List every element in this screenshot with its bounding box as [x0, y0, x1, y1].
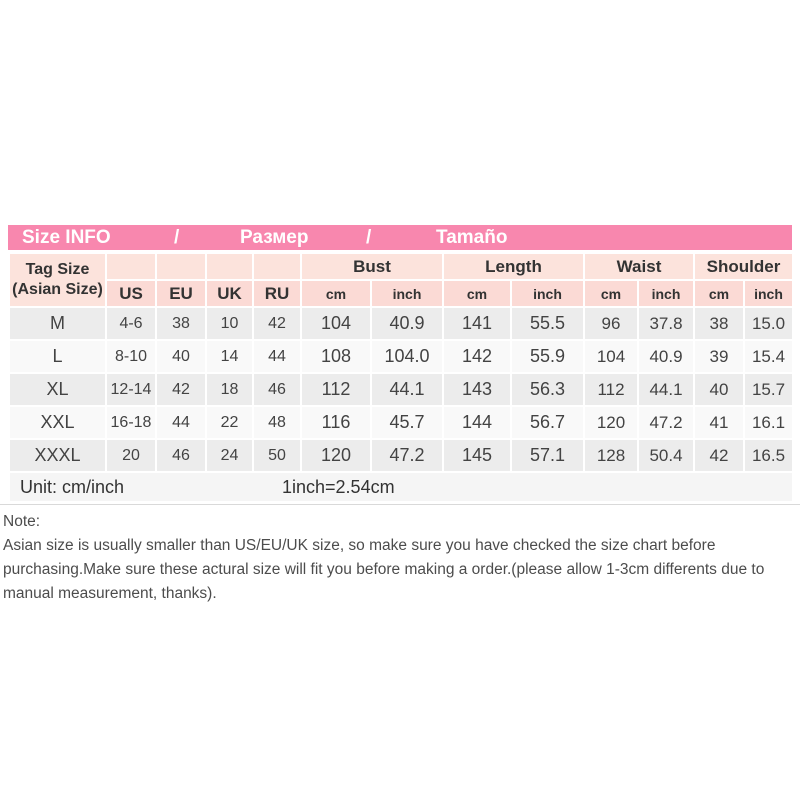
length-cm-header: cm	[443, 280, 511, 307]
uk-cell: 14	[206, 340, 253, 373]
banner-razmer-label: Размер	[240, 227, 309, 248]
conversion-label: 1inch=2.54cm	[282, 477, 395, 497]
tag-size-header-line1: Tag Size	[25, 261, 90, 278]
tag-size-cell: XXXL	[9, 439, 106, 472]
uk-cell: 10	[206, 307, 253, 340]
length-inch-cell: 56.7	[511, 406, 584, 439]
us-cell: 4-6	[106, 307, 156, 340]
waist-cm-cell: 96	[584, 307, 638, 340]
bust-inch-cell: 104.0	[371, 340, 443, 373]
bust-inch-cell: 40.9	[371, 307, 443, 340]
size-table	[8, 252, 794, 503]
shoulder-inch-cell: 16.1	[744, 406, 793, 439]
us-header: US	[106, 280, 156, 307]
table-row-xxl	[9, 406, 793, 439]
length-inch-cell: 56.3	[511, 373, 584, 406]
banner-slash-1: /	[174, 227, 180, 248]
length-cm-cell: 143	[443, 373, 511, 406]
sub-header-row	[9, 280, 793, 307]
uk-cell: 18	[206, 373, 253, 406]
waist-cm-cell: 112	[584, 373, 638, 406]
size-chart	[8, 225, 792, 503]
size-info-banner	[8, 225, 792, 250]
tag-size-header	[9, 253, 106, 307]
bust-cm-cell: 116	[301, 406, 371, 439]
waist-inch-cell: 50.4	[638, 439, 694, 472]
length-inch-header: inch	[511, 280, 584, 307]
tag-size-cell: M	[9, 307, 106, 340]
shoulder-cm-cell: 42	[694, 439, 744, 472]
length-cm-cell: 141	[443, 307, 511, 340]
bust-cm-header: cm	[301, 280, 371, 307]
ru-cell: 44	[253, 340, 301, 373]
bust-inch-cell: 45.7	[371, 406, 443, 439]
eu-cell: 44	[156, 406, 206, 439]
shoulder-inch-cell: 15.7	[744, 373, 793, 406]
eu-cell: 42	[156, 373, 206, 406]
length-cm-cell: 142	[443, 340, 511, 373]
ru-cell: 48	[253, 406, 301, 439]
eu-cell: 38	[156, 307, 206, 340]
bust-inch-cell: 47.2	[371, 439, 443, 472]
ru-header: RU	[253, 280, 301, 307]
unit-label: Unit: cm/inch	[20, 477, 125, 497]
shoulder-inch-cell: 15.4	[744, 340, 793, 373]
note-text: Asian size is usually smaller than US/EU/UK size, so make sure you have checked the size chart before purchasing.Make sure these actural size will fit you before making a order.(please allow 1-3cm differents due to manual measurement, thanks).	[3, 537, 765, 602]
group-header-row	[9, 253, 793, 280]
shoulder-inch-cell: 15.0	[744, 307, 793, 340]
uk-header: UK	[206, 280, 253, 307]
us-cell: 16-18	[106, 406, 156, 439]
eu-cell: 46	[156, 439, 206, 472]
shoulder-header: Shoulder	[694, 253, 793, 280]
table-row-xl	[9, 373, 793, 406]
unit-row-content	[10, 474, 792, 500]
banner-tamano-label: Tamaño	[436, 227, 508, 248]
shoulder-cm-cell: 41	[694, 406, 744, 439]
note-label: Note:	[3, 513, 41, 530]
waist-inch-cell: 40.9	[638, 340, 694, 373]
ru-cell: 46	[253, 373, 301, 406]
bust-cm-cell: 120	[301, 439, 371, 472]
ru-cell: 50	[253, 439, 301, 472]
waist-cm-header: cm	[584, 280, 638, 307]
empty-header-cell	[206, 253, 253, 280]
waist-cm-cell: 120	[584, 406, 638, 439]
waist-inch-cell: 37.8	[638, 307, 694, 340]
shoulder-cm-cell: 40	[694, 373, 744, 406]
table-row-m	[9, 307, 793, 340]
waist-cm-cell: 104	[584, 340, 638, 373]
waist-inch-cell: 44.1	[638, 373, 694, 406]
waist-header: Waist	[584, 253, 694, 280]
uk-cell: 22	[206, 406, 253, 439]
banner-size-info-label: Size INFO	[22, 227, 111, 248]
empty-header-cell	[253, 253, 301, 280]
length-inch-cell: 57.1	[511, 439, 584, 472]
bust-inch-header: inch	[371, 280, 443, 307]
banner-slash-2: /	[366, 227, 372, 248]
table-row-l	[9, 340, 793, 373]
bust-cm-cell: 112	[301, 373, 371, 406]
tag-size-cell: L	[9, 340, 106, 373]
us-cell: 8-10	[106, 340, 156, 373]
shoulder-inch-header: inch	[744, 280, 793, 307]
tag-size-header-line2: (Asian Size)	[12, 281, 103, 298]
bust-header: Bust	[301, 253, 443, 280]
waist-inch-header: inch	[638, 280, 694, 307]
us-cell: 20	[106, 439, 156, 472]
length-inch-cell: 55.9	[511, 340, 584, 373]
bust-cm-cell: 104	[301, 307, 371, 340]
bust-inch-cell: 44.1	[371, 373, 443, 406]
shoulder-cm-cell: 39	[694, 340, 744, 373]
waist-inch-cell: 47.2	[638, 406, 694, 439]
length-cm-cell: 144	[443, 406, 511, 439]
eu-header: EU	[156, 280, 206, 307]
uk-cell: 24	[206, 439, 253, 472]
shoulder-cm-cell: 38	[694, 307, 744, 340]
length-cm-cell: 145	[443, 439, 511, 472]
length-header: Length	[443, 253, 584, 280]
table-row-xxxl	[9, 439, 793, 472]
ru-cell: 42	[253, 307, 301, 340]
unit-row	[9, 472, 793, 502]
eu-cell: 40	[156, 340, 206, 373]
waist-cm-cell: 128	[584, 439, 638, 472]
shoulder-inch-cell: 16.5	[744, 439, 793, 472]
empty-header-cell	[106, 253, 156, 280]
length-inch-cell: 55.5	[511, 307, 584, 340]
bust-cm-cell: 108	[301, 340, 371, 373]
us-cell: 12-14	[106, 373, 156, 406]
shoulder-cm-header: cm	[694, 280, 744, 307]
tag-size-cell: XXL	[9, 406, 106, 439]
unit-row-cell	[9, 472, 793, 502]
tag-size-cell: XL	[9, 373, 106, 406]
note-section	[0, 504, 800, 606]
empty-header-cell	[156, 253, 206, 280]
